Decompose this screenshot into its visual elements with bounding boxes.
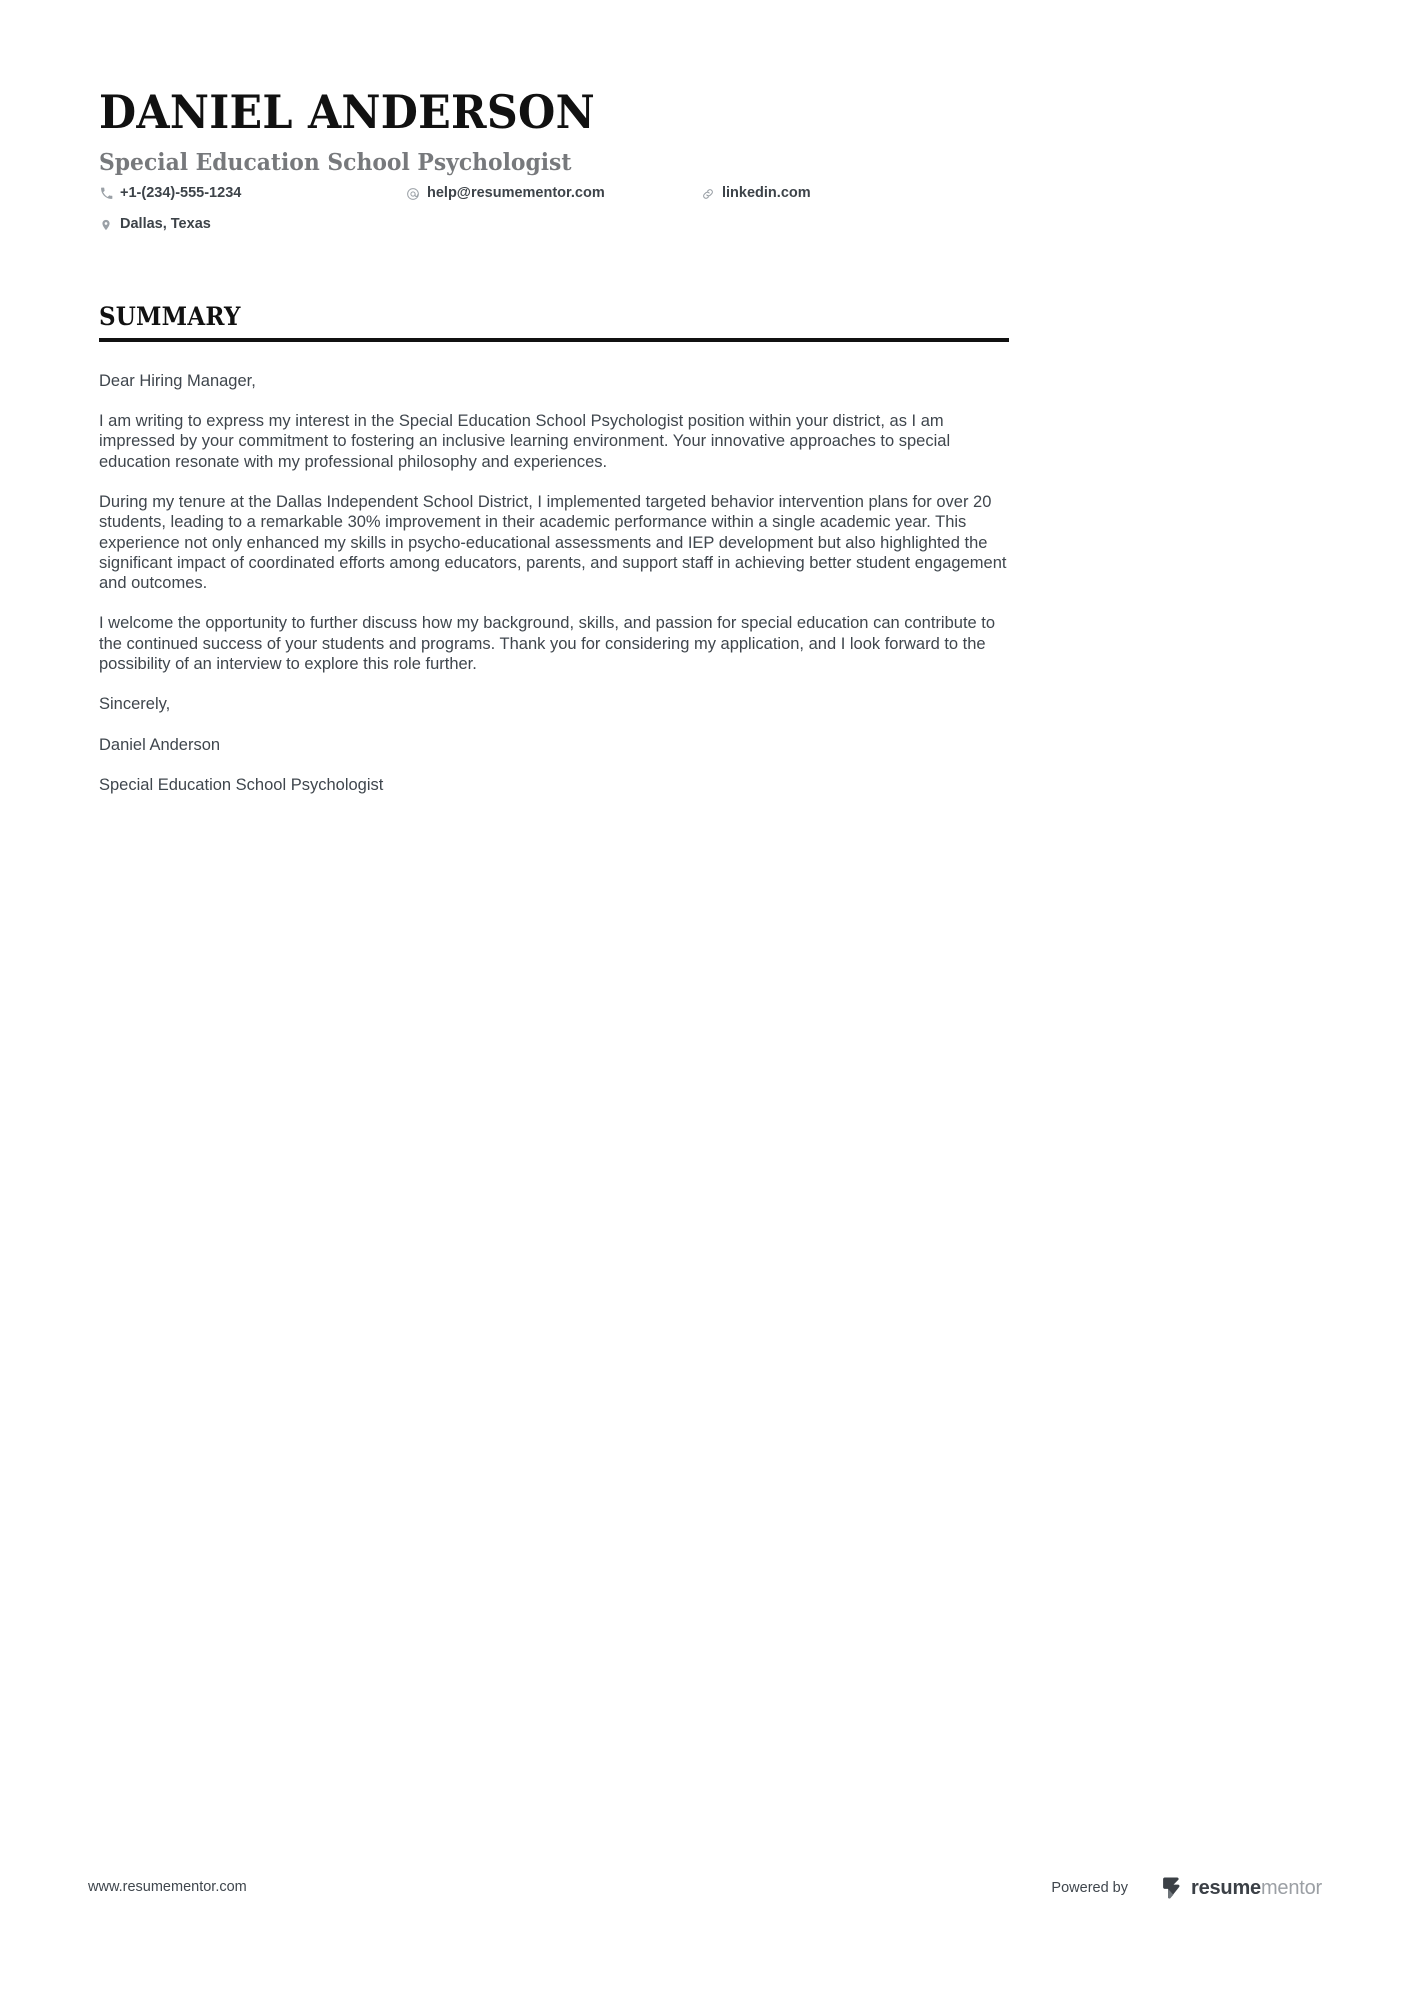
letter-salutation: Dear Hiring Manager,	[99, 371, 256, 390]
contact-phone-label: +1-(234)-555-1234	[120, 185, 242, 202]
location-pin-icon	[99, 217, 113, 232]
powered-by-label: Powered by	[1051, 1879, 1128, 1896]
logo-text-bold: resume	[1191, 1877, 1261, 1899]
section-summary	[99, 303, 1009, 795]
resumementor-logo[interactable]	[1162, 1876, 1322, 1900]
contact-details	[99, 186, 1019, 248]
letter-closing: Sincerely,	[99, 695, 171, 714]
link-icon	[701, 186, 715, 201]
logo-text-light: mentor	[1260, 1877, 1322, 1899]
contact-row-secondary	[99, 217, 1019, 248]
phone-icon	[99, 186, 113, 201]
section-title-summary: SUMMARY	[99, 302, 241, 331]
letter-body	[99, 371, 1009, 795]
contact-linkedin[interactable]	[701, 186, 811, 201]
contact-linkedin-label: linkedin.com	[722, 185, 811, 202]
letter-paragraph-3: I welcome the opportunity to further discuss how my background, skills, and passion for special education can contribute to the continued success of your students and programs. Thank you for considering my application, and I look forward to the possibility of an interview to explore this role further.	[99, 614, 996, 674]
contact-email-label: help@resumementor.com	[427, 185, 605, 202]
letter-signature-title: Special Education School Psychologist	[99, 775, 384, 794]
page-footer	[0, 1876, 1410, 1916]
contact-phone[interactable]	[99, 186, 406, 201]
resumementor-logo-mark	[1162, 1876, 1184, 1900]
candidate-job-title: Special Education School Psychologist	[99, 148, 572, 176]
letter-header	[99, 85, 1009, 176]
letter-signature-name: Daniel Anderson	[99, 735, 221, 754]
candidate-name: DANIEL ANDERSON	[99, 85, 595, 139]
contact-location-label: Dallas, Texas	[120, 216, 211, 233]
letter-paragraph-2: During my tenure at the Dallas Independent School District, I implemented targeted behavior intervention plans for over 20 students, leading to a remarkable 30% improvement in their academic performance within a single academic year. This experience not only enhanced my skills in psycho-educational assessments and IEP development but also highlighted the significant impact of coordinated efforts among educators, parents, and support staff in achieving better student engagement and outcomes.	[99, 492, 1007, 593]
email-icon	[406, 186, 420, 201]
footer-branding	[1051, 1876, 1322, 1900]
contact-email[interactable]	[406, 186, 701, 201]
contact-row-primary	[99, 186, 1019, 217]
letter-paragraph-1: I am writing to express my interest in the Special Education School Psychologist position within your district, as I am impressed by your commitment to fostering an inclusive learning environment. Your innovative approaches to special education resonate with my professional philosophy and experiences.	[99, 412, 951, 471]
section-divider	[99, 338, 1009, 342]
contact-location	[99, 217, 406, 232]
footer-website-url[interactable]: www.resumementor.com	[88, 1879, 247, 1895]
resumementor-logo-text	[1191, 1878, 1322, 1898]
